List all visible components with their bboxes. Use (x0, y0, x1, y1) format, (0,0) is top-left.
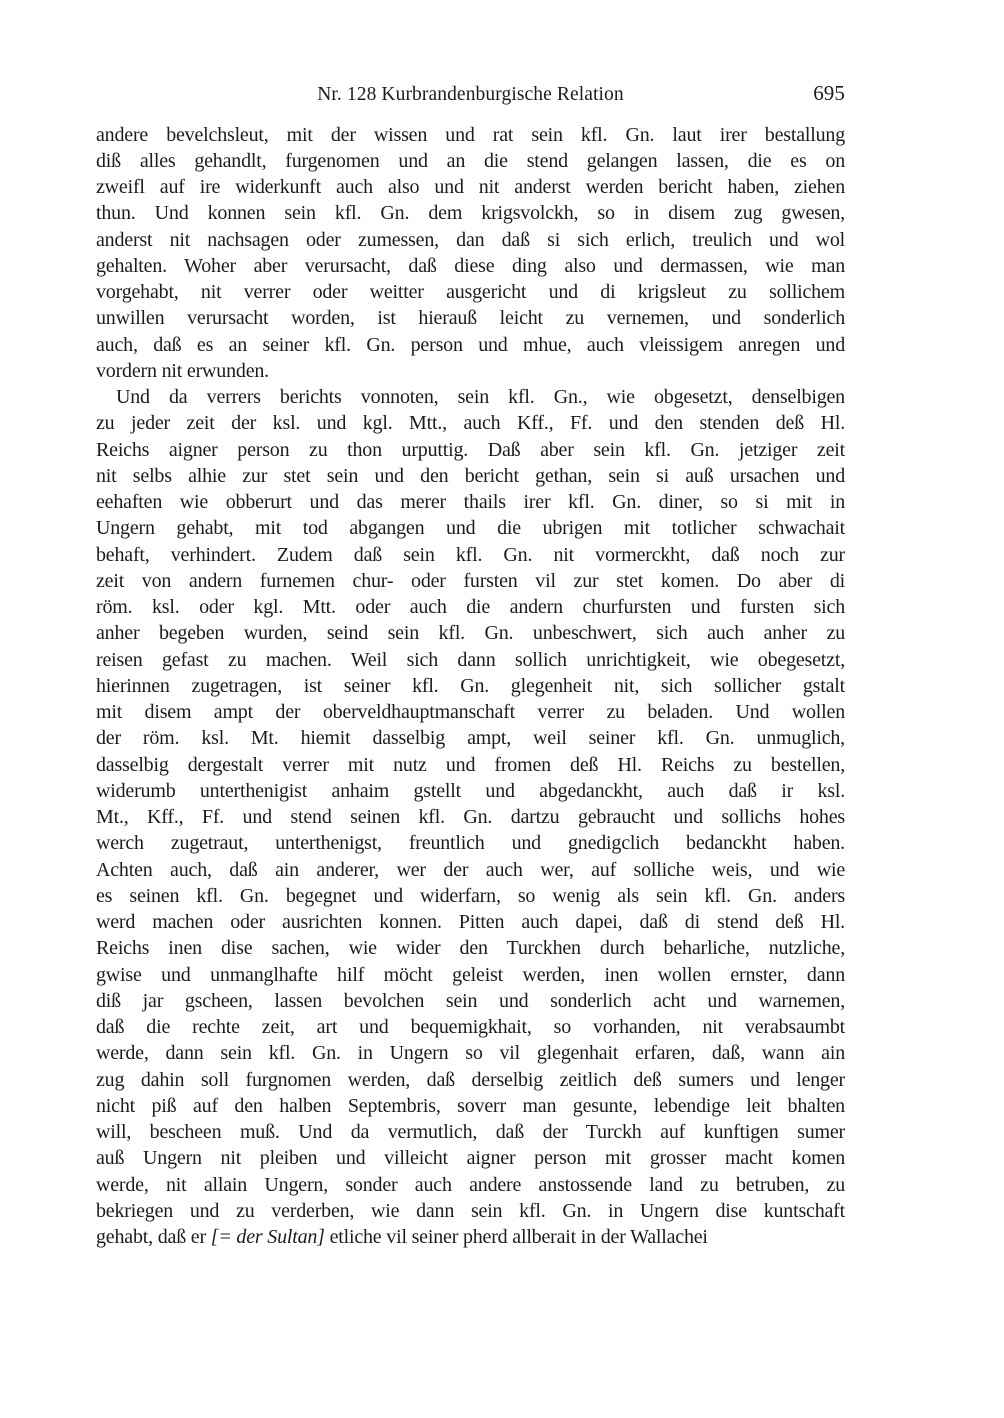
text-line: werde, dann sein kfl. Gn. in Ungern so vil glegenhait erfaren, daß, wann ain (96, 1042, 845, 1065)
text-line: behaft, verhindert. Zudem daß sein kfl. Gn. nit vormerckht, daß noch zur (96, 543, 845, 566)
text-line: widerumb unterthenigist anhaim gstellt und abgedanckht, auch daß ir ksl. (96, 779, 845, 802)
text-line: bekriegen und zu verderben, wie dann sein kfl. Gn. in Ungern dise kuntschaft (96, 1199, 845, 1222)
page-number: 695 (813, 81, 845, 105)
text-line: daß die rechte zeit, art und bequemigkhait, so vorhanden, nit verabsaumbt (96, 1016, 845, 1038)
text-line: mit disem ampt der oberveldhauptmanschaft verrer zu beladen. Und wollen (96, 701, 845, 723)
text-line: Und da verrers berichts vonnoten, sein kfl. Gn., wie obgesetzt, denselbigen (116, 386, 845, 408)
text-line: Ungern gehabt, mit tod abgangen und die ubrigen mit totlicher schwachait (96, 517, 845, 540)
text-line: Reichs inen dise sachen, wie wider den Turckhen durch beharliche, nutzliche, (96, 937, 845, 960)
text-line: zweifl auf ire widerkunft auch also und nit anderst werden bericht haben, ziehen (96, 176, 845, 198)
text-line: werch zugetraut, unterthenigst, freuntlich und gnedigclich bedanckht haben. (96, 832, 845, 855)
text-line: diß alles gehandlt, furgenomen und an die stend gelangen lassen, die es on (96, 149, 845, 172)
text-line: gwise und unmanglhafte hilf möcht geleist werden, inen wollen ernster, dann (96, 963, 845, 986)
text-block (96, 122, 845, 1251)
text-line: dasselbig dergestalt verrer mit nutz und fromen deß Hl. Reichs zu bestellen, (96, 753, 845, 776)
text-line: vordern nit erwunden. (96, 359, 269, 382)
text-line: andere bevelchsleut, mit der wissen und rat sein kfl. Gn. laut irer bestallung (96, 123, 845, 146)
text-line: diß jar gscheen, lassen bevolchen sein und sonderlich acht und warnemen, (96, 989, 845, 1012)
text-line: unwillen verursacht worden, ist hierauß leicht zu vernemen, und sonderlich (96, 307, 845, 330)
text-line: anher begeben wurden, seind sein kfl. Gn. unbeschwert, sich auch anher zu (96, 622, 845, 645)
text-line: eehaften wie obberurt und das merer thails irer kfl. Gn. diner, so si mit in (96, 491, 845, 513)
text-line: gehabt, daß er [= der Sultan] etliche vil seiner pherd allberait in der Wallachei (96, 1226, 708, 1248)
text-line: nit selbs alhie zur stet sein und den bericht gethan, sein si auß ursachen und (96, 464, 845, 487)
text-line: werd machen oder ausrichten konnen. Pitten auch dapei, daß di stend deß Hl. (96, 911, 845, 933)
text-line: zu jeder zeit der ksl. und kgl. Mtt., auch Kff., Ff. und den stenden deß Hl. (96, 412, 845, 435)
text-line: auch, daß es an seiner kfl. Gn. person und mhue, auch vleissigem anregen und (96, 333, 845, 356)
text-line: anderst nit nachsagen oder zumessen, dan daß si sich erlich, treulich und wol (96, 228, 845, 251)
text-line: nicht piß auf den halben Septembris, soverr man gesunte, lebendige leit bhalten (96, 1094, 845, 1117)
text-line: vorgehabt, nit verrer oder weitter ausgericht und di krigsleut zu sollichem (96, 281, 845, 303)
paragraph (96, 384, 845, 1250)
text-line: werde, nit allain Ungern, sonder auch andere anstossende land zu betruben, zu (96, 1173, 845, 1196)
text-line: will, bescheen muß. Und da vermutlich, daß der Turckh auf kunftigen sumer (96, 1121, 845, 1143)
running-header-title: Nr. 128 Kurbrandenburgische Relation (317, 84, 624, 105)
text-line: Achten auch, daß ain anderer, wer der auch wer, auf solliche weis, und wie (96, 858, 845, 881)
text-line: auß Ungern nit pleiben und villeicht aigner person mit grosser macht komen (96, 1147, 845, 1170)
text-line: röm. ksl. oder kgl. Mtt. oder auch die andern churfursten und fursten sich (96, 596, 845, 618)
text-line: reisen gefast zu machen. Weil sich dann sollich unrichtigkeit, wie obegesetzt, (96, 648, 845, 671)
text-line: hierinnen zugetragen, ist seiner kfl. Gn. glegenheit nit, sich sollicher gstalt (96, 674, 845, 697)
text-line: zug dahin soll furgnomen werden, daß derselbig zeitlich deß sumers und lenger (96, 1068, 845, 1091)
text-line: Reichs aigner person zu thon urputtig. Daß aber sein kfl. Gn. jetziger zeit (96, 438, 845, 461)
text-line: thun. Und konnen sein kfl. Gn. dem krigsvolckh, so in disem zug gwesen, (96, 202, 845, 225)
editorial-insertion: [= der Sultan] (210, 1226, 325, 1248)
text-line: zeit von andern furnemen chur- oder fursten vil zur stet komen. Do aber di (96, 569, 845, 592)
text-line: es seinen kfl. Gn. begegnet und widerfarn, so wenig als sein kfl. Gn. anders (96, 884, 845, 907)
text-line: gehalten. Woher aber verursacht, daß diese ding also und dermassen, wie man (96, 254, 845, 277)
text-line: der röm. ksl. Mt. hiemit dasselbig ampt, weil seiner kfl. Gn. unmuglich, (96, 727, 845, 750)
text-line: Mt., Kff., Ff. und stend seinen kfl. Gn. dartzu gebraucht und sollichs hohes (96, 806, 845, 828)
running-header (96, 81, 845, 108)
paragraph (96, 122, 845, 385)
